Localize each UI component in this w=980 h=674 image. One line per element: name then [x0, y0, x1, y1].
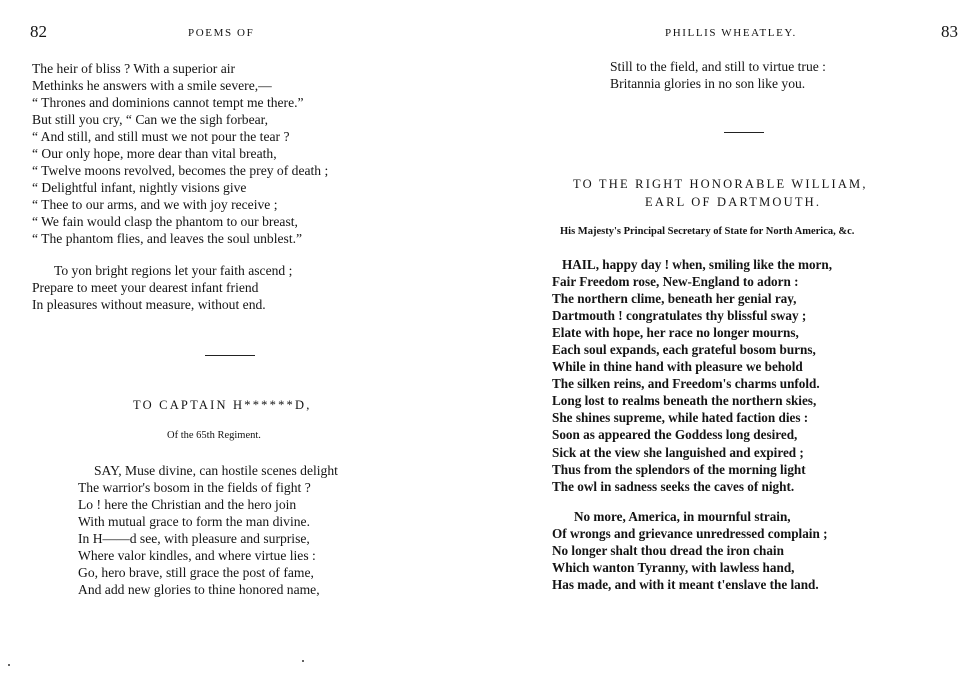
poem-line: The warrior's bosom in the fields of fight ? [78, 480, 311, 496]
poem-line: Long lost to realms beneath the northern skies, [552, 393, 817, 409]
poem-title-dartmouth-line2: EARL OF DARTMOUTH. [645, 195, 822, 209]
poem-line: The owl in sadness seeks the caves of night. [552, 478, 795, 494]
poem-line: Has made, and with it meant t'enslave the land. [552, 577, 819, 593]
page-number-right: 83 [941, 22, 958, 41]
poem-line: To yon bright regions let your faith ascend ; [54, 263, 293, 278]
poem-subtitle-captain: Of the 65th Regiment. [167, 430, 261, 441]
stanza-closing [32, 262, 292, 313]
poem-line: “ Delightful infant, nightly visions give [32, 180, 247, 196]
poem-line: Elate with hope, her race no longer mourns, [552, 325, 799, 341]
poem-line: Where valor kindles, and where virtue lies : [78, 548, 316, 564]
poem-line: “ Our only hope, more dear than vital breath, [32, 146, 277, 162]
poem-line: In pleasures without measure, without end. [32, 297, 266, 313]
poem-line: Lo ! here the Christian and the hero join [78, 497, 297, 513]
poem-line: “ Twelve moons revolved, becomes the prey of death ; [32, 163, 329, 179]
poem-line: “ And still, and still must we not pour the tear ? [32, 129, 290, 145]
poem-line: The heir of bliss ? With a superior air [32, 61, 236, 76]
poem-line: The northern clime, beneath her genial ray, [552, 291, 797, 307]
poem-title-dartmouth-line1: TO THE RIGHT HONORABLE WILLIAM, [573, 177, 868, 191]
poem-stanza-america [552, 508, 827, 593]
poem-line: Soon as appeared the Goddess long desired, [552, 427, 798, 443]
section-divider-left [205, 355, 255, 356]
poem-body-captain [78, 462, 338, 598]
poem-line: Each soul expands, each grateful bosom burns, [552, 342, 816, 358]
stanza-continuation [32, 60, 328, 248]
running-head-left: POEMS OF [188, 27, 255, 39]
poem-line: Sick at the view she languished and expired ; [552, 444, 804, 460]
poem-line: Go, hero brave, still grace the post of fame, [78, 565, 314, 581]
poem-line: Still to the field, and still to virtue true : [610, 59, 826, 74]
speck [302, 660, 304, 662]
poem-line: Of wrongs and grievance unredressed complain ; [552, 526, 828, 542]
poem-body-dartmouth [552, 256, 832, 495]
poem-line: Which wanton Tyranny, with lawless hand, [552, 560, 795, 576]
poem-line: “ We fain would clasp the phantom to our breast, [32, 214, 298, 230]
poem-title-captain: TO CAPTAIN H******D, [133, 398, 312, 412]
stanza-top-right [610, 58, 826, 92]
right-page [490, 0, 980, 674]
poem-line: Britannia glories in no son like you. [610, 76, 806, 92]
poem-line: And add new glories to thine honored name, [78, 582, 320, 598]
poem-line: HAIL, happy day ! when, smiling like the morn, [562, 257, 833, 272]
poem-line: Thus from the splendors of the morning light [552, 461, 806, 477]
section-divider-right [724, 132, 764, 133]
poem-line: Dartmouth ! congratulates thy blissful sway ; [552, 308, 807, 324]
poem-line: But still you cry, “ Can we the sigh forbear, [32, 112, 269, 128]
poem-line: “ Thee to our arms, and we with joy receive ; [32, 197, 278, 213]
poem-line: “ The phantom flies, and leaves the soul unblest.” [32, 231, 303, 247]
poem-line: With mutual grace to form the man divine. [78, 514, 310, 530]
poem-line: SAY, Muse divine, can hostile scenes delight [94, 463, 338, 478]
poem-line: “ Thrones and dominions cannot tempt me there.” [32, 95, 304, 111]
page-number-left: 82 [30, 22, 47, 41]
poem-line: Fair Freedom rose, New-England to adorn : [552, 274, 799, 290]
poem-line: While in thine hand with pleasure we behold [552, 359, 803, 375]
poem-line: The silken reins, and Freedom's charms unfold. [552, 376, 820, 392]
poem-line: She shines supreme, while hated faction dies : [552, 410, 809, 426]
running-head-right: PHILLIS WHEATLEY. [665, 27, 797, 39]
poem-line: No longer shalt thou dread the iron chain [552, 543, 784, 559]
poem-line: Prepare to meet your dearest infant friend [32, 280, 259, 296]
poem-subtitle-dartmouth: His Majesty's Principal Secretary of State for North America, &c. [560, 226, 855, 237]
speck [8, 664, 10, 666]
poem-line: No more, America, in mournful strain, [574, 509, 791, 524]
poem-line: In H——d see, with pleasure and surprise, [78, 531, 310, 547]
poem-line: Methinks he answers with a smile severe,— [32, 78, 272, 94]
